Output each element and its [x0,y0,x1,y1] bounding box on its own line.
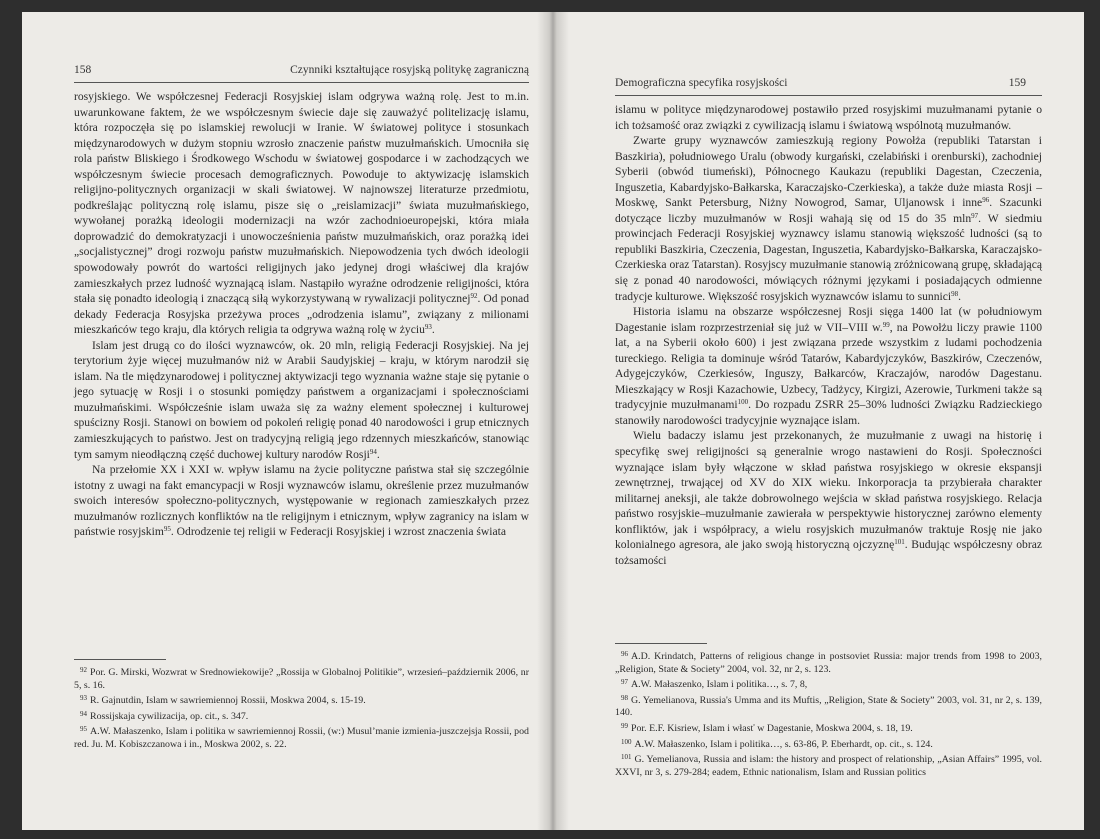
footnote-text: G. Yemelianova, Russia's Umma and its Muftis, „Religion, State & Society” 2003, vol. 31, nr 2, s. 139, 140. [615,694,1042,719]
paragraph-text: Islam jest drugą co do ilości wyznawców, ok. 20 mln, religią Federacji Rosyjskiej. Na jej terytorium żyje więcej muzułmanów niż w Arabii Saudyjskiej – kraju, w którym narodził się islam. Na tle międzynarodowej i politycznej aktywizacji tego wyznania ważne staje się pytanie o jego sytuację w Rosji i o stosunki pomiędzy państwem a organizacjami i społecznościami muzułmańskimi. Współcześnie islam uważa się za ważny element społecznej i kulturowej spuścizny Rosji. Stanowi on bowiem od pokoleń religię ponad 40 narodowości i grup etnicznych zamieszkujących to państwo. Jest on tradycyjną religią jego rdzennych mieszkańców, stanowiąc tym samym nieodłączną część duchowej kultury narodów Rosji [74,338,529,461]
right-running-head: Demograficzna specyfika rosyjskości [615,77,788,89]
footnote-text: A.W. Małaszenko, Islam i politika…, s. 7, 8, [631,679,808,691]
body-paragraph [615,304,1042,428]
footnote-text: R. Gajnutdin, Islam w sawriemiennoj Rossii, Moskwa 2004, s. 15-19. [90,695,366,707]
right-footnotes [615,648,1042,779]
footnote [74,692,529,708]
footnote-reference: 101 [894,538,905,547]
left-body-text [74,89,529,540]
paragraph-text: Zwarte grupy wyznawców zamieszkują regiony Powołża (republiki Tatarstan i Baszkiria), południowego Uralu (obwody kurgański, czelabiński i orenburski), zachodniej Syberii (obwód tiumeński), Północnego Kaukazu (republiki Dagestan, Czeczenia, Inguszetia, Kabardyjsko-Bałkarska, Karaczajsko-Czerkieska), a także duże miasta Rosji – Moskwę, Sankt Petersburg, Niżny Nowogrod, Samar, Uljanowsk i inne [615,134,1042,210]
footnote-reference: 97 [971,211,979,220]
left-footnote-rule [74,659,166,660]
footnote [615,692,1042,720]
footnote-number: 101 [621,753,632,762]
footnote-text: Por. G. Mirski, Wozwrat w Srednowiekowije? „Rossija w Globalnoj Politikie”, wrzesień–październik 2006, nr 5, s. 16. [74,667,529,691]
footnote [615,676,1042,692]
footnote [74,664,529,692]
paragraph-text: . Szacunki dotyczące liczby muzułmanów w Rosji wahają się od 15 do 35 mln [615,196,1043,225]
left-footnotes [74,664,529,752]
left-header-rule [74,82,529,83]
paragraph-text: islamu w polityce międzynarodowej postawiło przed rosyjskimi muzułmanami pytanie o ich tożsamość oraz związki z cywilizacją islamu i światową wspólnotą muzułmanów. [615,103,1042,132]
paragraph-text: . [376,447,380,461]
book-gutter [537,12,569,830]
paragraph-text: . Do rozpadu ZSRR 25–30% ludności Związku Radzieckiego stanowiły narodowości tradycyjnie wyznające islam. [615,398,1042,427]
footnote-reference: 96 [982,196,990,205]
footnote-text: Por. E.F. Kisriew, Islam i własť w Dagestanie, Moskwa 2004, s. 18, 19. [631,722,913,734]
paragraph-text: . [958,289,962,303]
paragraph-text: Historia islamu na obszarze współczesnej Rosji sięga 1400 lat (w południowym Dagestanie islam rozprzestrzeniał się już w VII–VIII w. [615,305,1042,334]
paragraph-text: . Budując współczesny obraz tożsamości [615,538,1042,567]
footnote-number: 96 [621,650,628,658]
footnote-text: G. Yemelianova, Russia and islam: the history and prospect of relationship, „Asian Affairs” 1995, vol. XXVI, nr 3, s. 279-284; eadem, Ethnic nationalism, Islam and Russian politics [615,754,1042,778]
paragraph-text: . Od ponad dekady Federacja Rosyjska przeżywa proces „odrodzenia islamu”, związany z milionami mieszkańców tego kraju, dla których religia ta odgrywa ważną rolę w życiu [74,292,530,337]
left-page-number: 158 [74,64,92,76]
body-paragraph [615,102,1042,133]
paragraph-text: . Odrodzenie tej religii w Federacji Rosyjskiej i wzrost znaczenia świata [170,525,506,539]
left-page [22,12,551,830]
footnote-reference: 95 [163,525,171,534]
body-paragraph [74,338,529,462]
footnote-reference: 100 [737,398,749,407]
right-page-number: 159 [1008,77,1026,89]
footnote-text: A.W. Małaszenko, Islam i politika…, s. 63-86, P. Eberhardt, op. cit., s. 124. [634,738,933,750]
paragraph-text: Na przełomie XX i XXI w. wpływ islamu na życie polityczne państwa stał się szczególnie istotny z uwagi na fakt emancypacji w Rosji wyznawców islamu, określenie przez muzułmanów swoich interesów społeczno-politycznych, występowanie w regionach zamieszkałych przez muzułmanów rozlicznych konfliktów na tle religijnym i etnicznym, wpływ zagranicy na islam w państwie rosyjskim [74,463,529,539]
paragraph-text: rosyjskiego. We współczesnej Federacji Rosyjskiej islam odgrywa ważną rolę. Jest to m.in. uwarunkowane faktem, że we współczesnym świecie daje się zauważyć politelizację islamu, która rozpoczęła się po islamskiej rewolucji w Iranie. W światowej polityce i stosunkach międzynarodowych w dużym stopniu wzrosło znaczenie państw muzułmańskich. Umocniła się rola państw Bliskiego i Środkowego Wschodu w światowej gospodarce i w zachodzących we współczesnym świecie procesach demograficznych. Powoduje to aktywizację islamskich religijno-politycznych organizacji w skali światowej. W najnowszej literaturze przedmiotu, podkreślając polityczną rolę islamu, pisze się o „reislamizacji” świata muzułmańskiego, wywołanej porażką ideologii modernizacji na wzór zachodnioeuropejski, która miała doprowadzić do demokratyzacji i unowocześnienia państw muzułmańskich, oraz porażką idei „socjalistycznej” drogi rozwoju państw muzułmańskich. Niepowodzenia tych dwóch ideologii spowodowały powrót do wartości religijnych jako jedynej drogi właściwej dla krajów zamieszkałych przez ludność wyznającą islam. Nastąpiło wyraźne odrodzenie religijności, która stała się ponadto ideologią i znaczącą siłą wykorzystywaną w rywalizacji politycznej [74,90,529,306]
footnote [74,708,529,724]
footnote-text: A.D. Krindatch, Patterns of religious change in postsoviet Russia: major trends from 1998 to 2003, „Religion, State & Society” 2004, vol. 32, nr 2, s. 123. [615,651,1042,675]
footnote-number: 99 [621,721,628,730]
paragraph-text: , na Powołżu liczy prawie 1100 lat, a na Syberii około 600) i jest związana przede wszystkim z ludami pochodzenia tureckiego. Religia ta dominuje wśród Tatarów, Kabardyjczyków, Baszkirów, Czeczenów, Adygejczyków, Czerkiesów, Inguszy, Bałkarców, Kraczajów, narodów Dagestanu. Mieszkający w Rosji Kazachowie, Uzbecy, Tadżycy, Kirgizi, Azerowie, Turkmeni także są tradycyjnie muzułmanami [615,320,1042,412]
book-spread [22,12,1084,830]
body-paragraph [615,133,1042,304]
footnote [615,736,1042,752]
footnote-number: 92 [80,666,87,674]
footnote-number: 97 [621,678,628,687]
footnote-text: A.W. Małaszenko, Islam i politika w sawriemiennoj Rossii, (w:) Musul’manie izmienia-juszczejsja Rossii, pod red. Ju. M. Kobiszczanowa i in., Moskwa 2002, s. 22. [74,726,529,750]
body-paragraph [74,89,529,338]
footnote [615,751,1042,779]
footnote-reference: 92 [470,292,478,301]
footnote [74,723,529,751]
footnote-number: 94 [80,709,87,718]
right-header-rule [615,95,1042,96]
footnote-number: 100 [621,737,632,746]
body-paragraph [615,428,1042,568]
footnote-number: 98 [621,693,628,702]
paragraph-text: Wielu badaczy islamu jest przekonanych, że muzułmanie z uwagi na historię i specyfikę swej religijności są generalnie wrogo nastawieni do Rosji. Społeczności wyznające islam były włączone w skład państwa rosyjskiego w okresie ekspansji zewnętrznej, trwającej od XV do XIX wieku. Inkorporacja ta przybierała charakter militarnej aneksji, ale także dobrowolnego wejścia w skład państwa rosyjskiego. Relacja państwo rosyjskie–muzułmanie zawierała w perspektywie historycznej zarówno elementy konfliktów, jak i współpracy, a wielu rosyjskich muzułmanów traktuje Rosję nie jako kolonialnego agresora, ale jako swoją historyczną ojczyznę [615,429,1042,552]
left-running-head: Czynniki kształtujące rosyjską politykę zagraniczną [290,64,529,76]
paragraph-text: . [431,323,435,337]
body-paragraph [74,462,529,540]
right-footnote-rule [615,643,707,644]
footnote-reference: 94 [369,447,377,456]
paragraph-text: . W siedmiu prowincjach Federacji Rosyjskiej wyznawcy islamu stanowią większość ludności (są to republiki Baszkiria, Czeczenia, Dagestan, Inguszetia, Kabardyjsko-Bałkarska, Karaczajsko-Czerkieska oraz Tatarstan). Rosyjscy muzułmanie stanowią zróżnicowaną grupę, składającą się z ponad 40 narodowości, mówiących różnymi językami i posiadających odmienne tradycje kulturowe. Większość rosyjskich wyznawców islamu to sunnici [615,211,1042,303]
right-body-text [615,102,1042,568]
footnote [615,648,1042,676]
footnote [615,720,1042,736]
footnote-reference: 99 [882,320,890,329]
footnote-reference: 98 [951,289,959,298]
footnote-reference: 93 [424,323,432,332]
footnote-number: 95 [80,725,87,734]
right-page [553,12,1084,830]
footnote-number: 93 [80,694,87,703]
footnote-text: Rossijskaja cywilizacija, op. cit., s. 347. [90,710,249,722]
